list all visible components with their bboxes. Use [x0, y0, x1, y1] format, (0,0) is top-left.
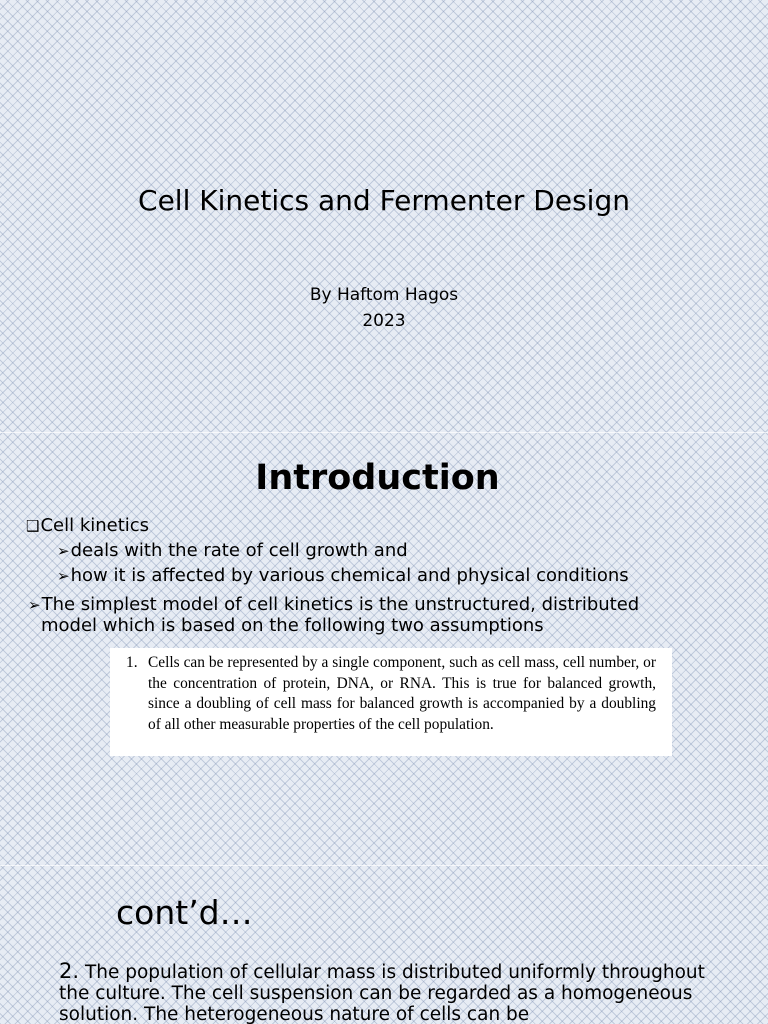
assumption-number: 2. [59, 959, 80, 983]
box-bullet-icon: ❑ [26, 517, 40, 535]
bullet-cell-kinetics [26, 515, 149, 536]
title-slide [0, 0, 768, 432]
arrow-bullet-icon: ➢ [57, 567, 70, 585]
bullet-simplest-model [28, 594, 639, 615]
bullet-text: deals with the rate of cell growth and [70, 540, 408, 561]
bullet-text: how it is affected by various chemical and physical conditions [70, 565, 629, 586]
year-line: 2023 [362, 311, 406, 331]
slide-heading: Introduction [255, 458, 500, 498]
arrow-bullet-icon: ➢ [57, 542, 70, 560]
assumption-two-text [59, 961, 719, 1024]
slide-heading: cont’d… [116, 893, 253, 932]
excerpt-number: 1. [126, 654, 138, 671]
bullet-continuation: model which is based on the following two assumptions [41, 615, 544, 636]
assumption-body: The population of cellular mass is distributed uniformly throughout the culture. The cell suspension can be regarded as a homogeneous solution. The heterogeneous nature of cells can be [59, 962, 705, 1024]
sub-bullet-conditions [57, 565, 629, 586]
arrow-bullet-icon: ➢ [28, 596, 41, 614]
excerpt-text: Cells can be represented by a single component, such as cell mass, cell number, or the concentration of protein, DNA, or RNA. This is true for balanced growth, since a doubling of cell mass for balanced growth is accompanied by a doubling of all other measurable properties of the cell population. [148, 654, 656, 733]
slide-title: Cell Kinetics and Fermenter Design [138, 184, 630, 217]
sub-bullet-rate [57, 540, 408, 561]
contd-slide [0, 866, 768, 1024]
bullet-text: The simplest model of cell kinetics is the unstructured, distributed [41, 594, 640, 615]
introduction-slide [0, 433, 768, 865]
bullet-text: Cell kinetics [40, 515, 150, 536]
book-excerpt-image [110, 648, 672, 756]
author-line: By Haftom Hagos [309, 285, 459, 305]
